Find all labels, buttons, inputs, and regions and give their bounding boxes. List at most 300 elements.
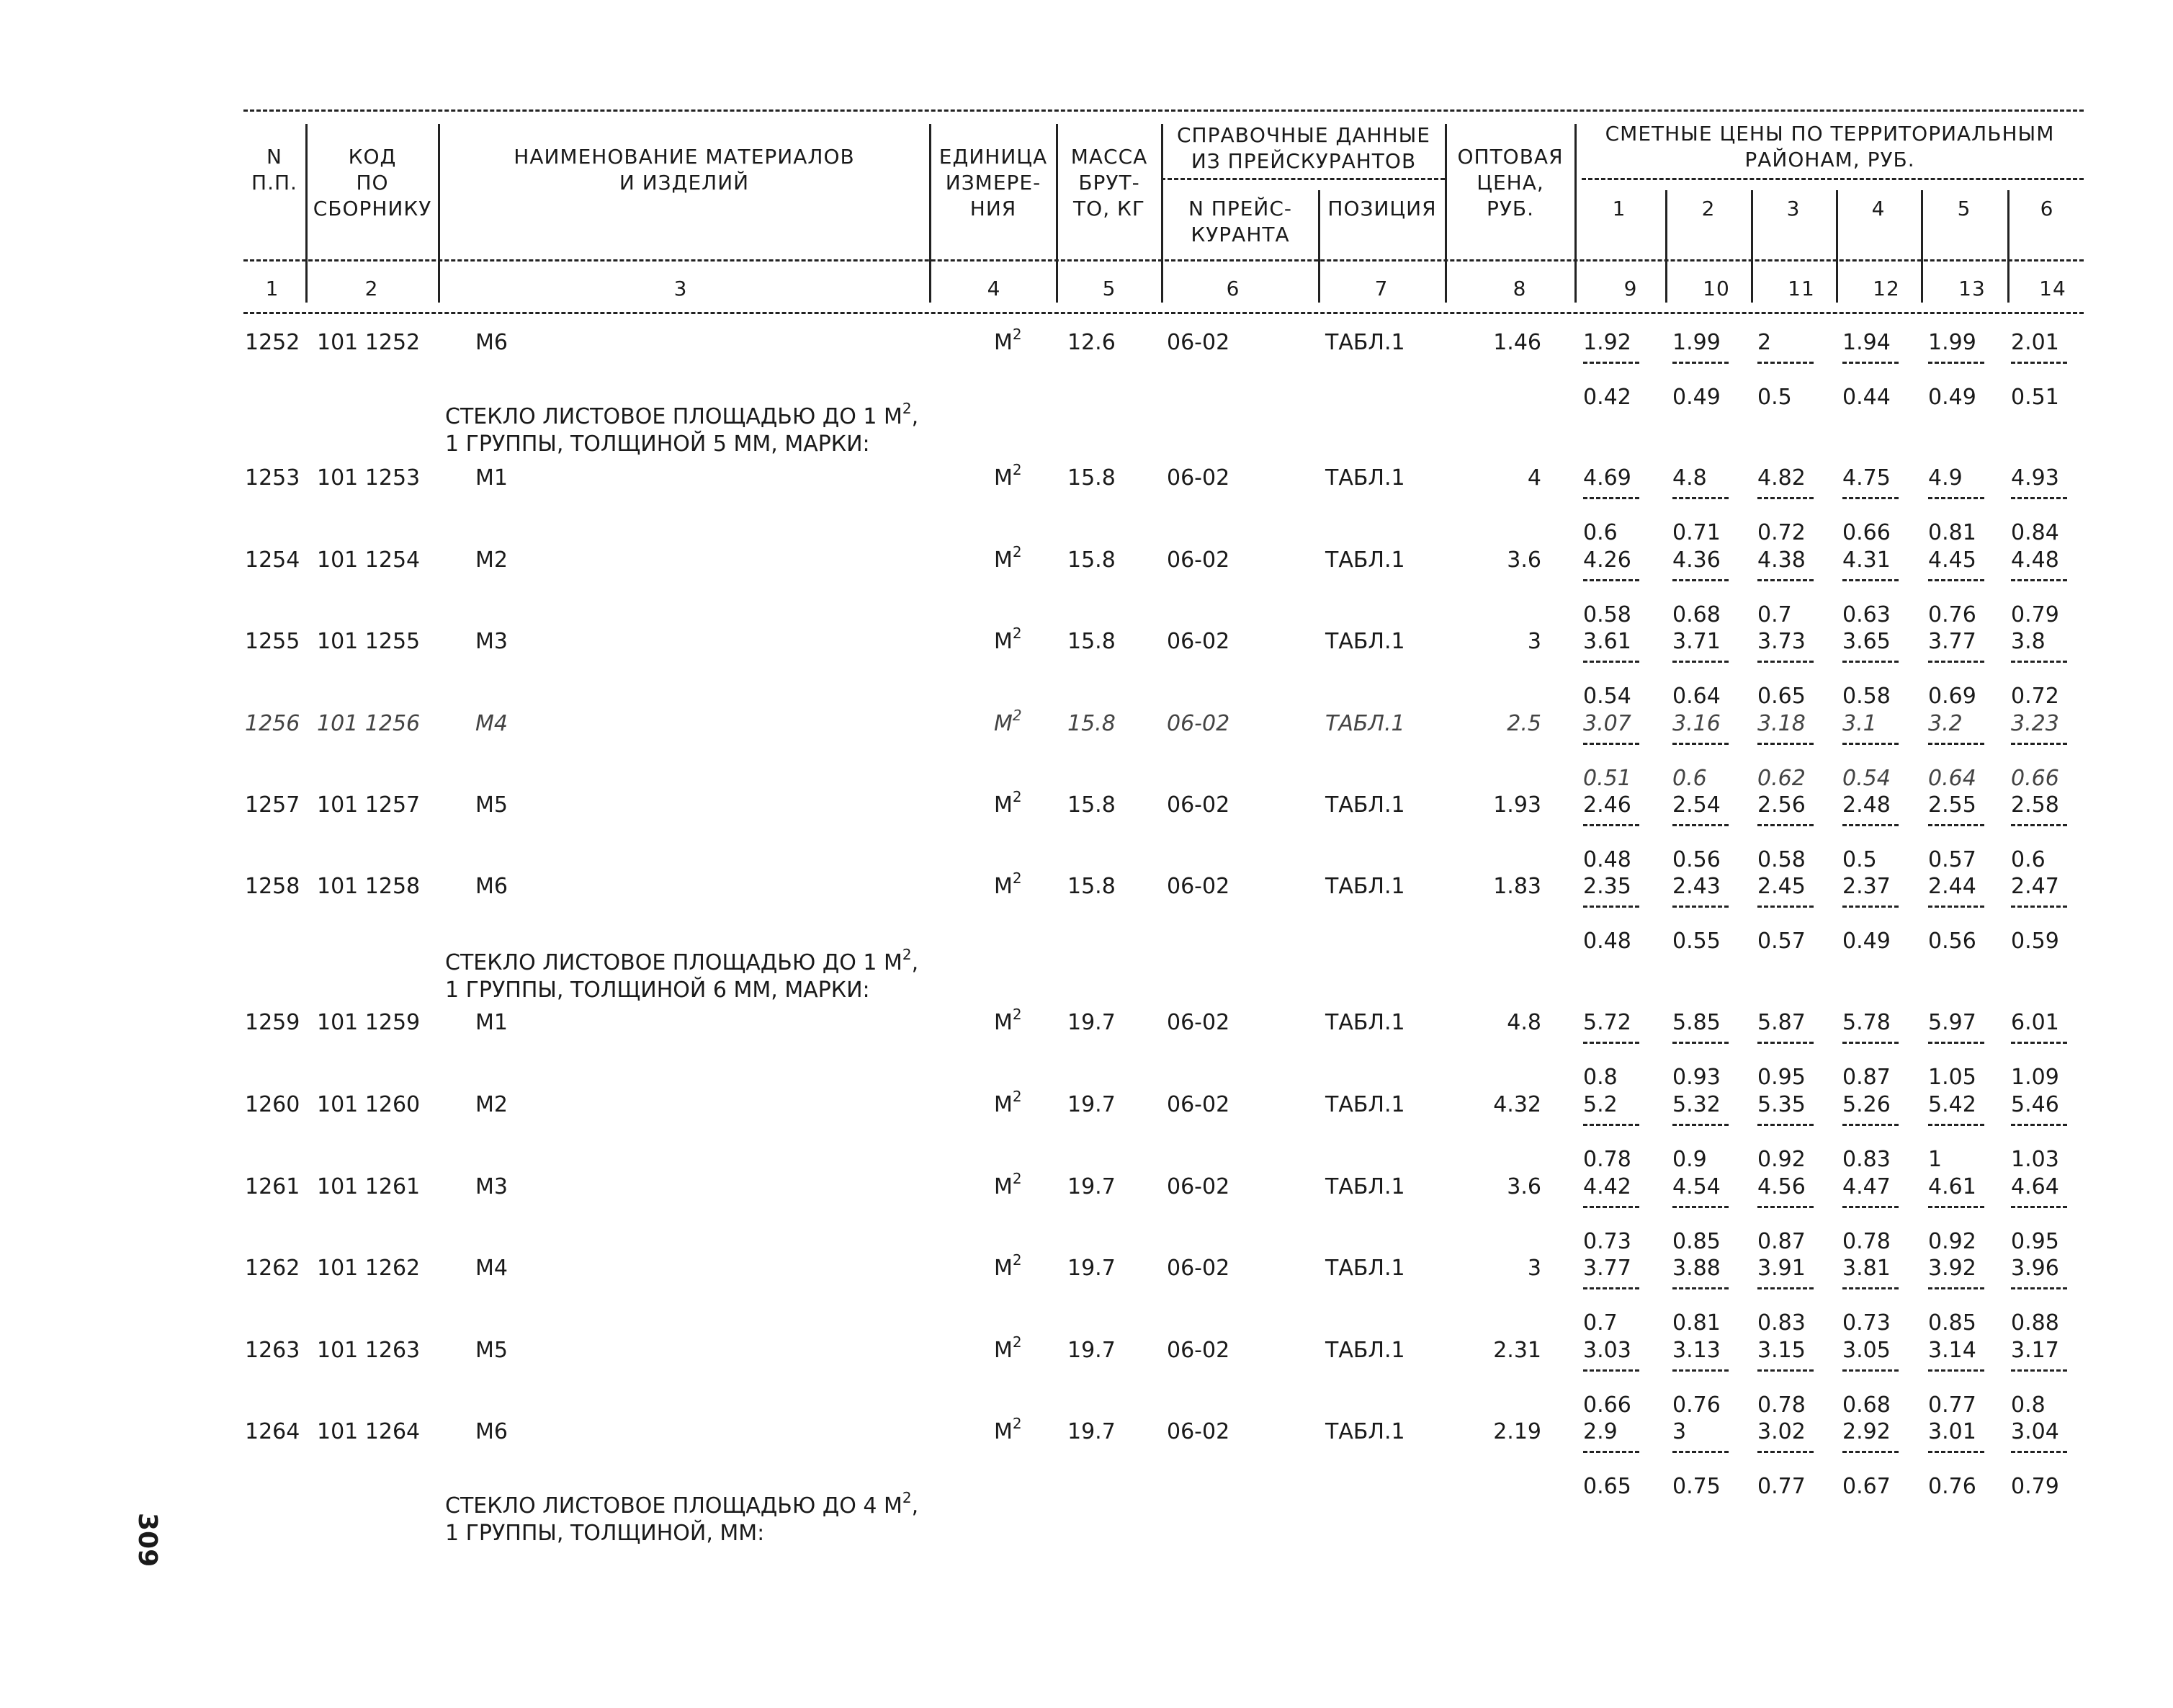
row-position: ТАБЛ.1	[1325, 1419, 1405, 1444]
region-price: 3.81	[1842, 1256, 1891, 1281]
row-code: 101 1261	[317, 1174, 421, 1199]
unit-superscript: 2	[1012, 1333, 1022, 1351]
row-wholesale-price: 2.31	[1493, 1338, 1541, 1363]
price-divider	[1757, 1369, 1814, 1372]
region-price: 3.61	[1583, 629, 1631, 654]
unit-superscript: 2	[1012, 707, 1022, 724]
row-pricelist: 06-02	[1167, 1338, 1230, 1363]
unit-superscript: 2	[1012, 1170, 1022, 1187]
price-divider	[1757, 362, 1814, 364]
unit-base: М	[994, 330, 1013, 355]
price-divider	[2011, 1369, 2067, 1372]
region-price: 3.71	[1672, 629, 1721, 654]
unit-base: М	[994, 1174, 1013, 1199]
region-sub-value: 0.59	[2011, 929, 2059, 954]
price-divider	[1842, 743, 1899, 745]
region-price: 3.8	[2011, 629, 2046, 654]
region-price: 5.35	[1757, 1092, 1806, 1117]
header-n: N П.П.	[251, 145, 297, 195]
region-sub-value: 0.67	[1842, 1474, 1891, 1499]
region-price: 2.43	[1672, 874, 1721, 899]
region-price: 3.04	[2011, 1419, 2059, 1444]
col-sep	[2007, 190, 2010, 303]
row-unit	[994, 869, 1022, 900]
header-mass: МАССА БРУТ- ТО, КГ	[1070, 145, 1148, 220]
region-price: 1.94	[1842, 330, 1891, 355]
region-price: 2.47	[2011, 874, 2059, 899]
price-divider	[2011, 824, 2067, 826]
region-sub-value: 0.71	[1672, 520, 1721, 545]
row-name: М5	[475, 1338, 508, 1363]
price-divider	[1583, 1042, 1639, 1044]
region-sub-value: 0.79	[2011, 1474, 2059, 1499]
region-price: 5.46	[2011, 1092, 2059, 1117]
region-sub-value: 0.6	[2011, 847, 2046, 872]
region-sub-value: 0.75	[1672, 1474, 1721, 1499]
region-sub-value: 0.92	[1757, 1147, 1806, 1172]
region-sub-value: 0.73	[1842, 1310, 1891, 1336]
region-sub-value: 0.79	[2011, 602, 2059, 627]
header-npreis: N ПРЕЙС- КУРАНТА	[1188, 197, 1293, 246]
price-divider	[1928, 906, 1984, 908]
price-divider	[1757, 1206, 1814, 1208]
row-pricelist: 06-02	[1167, 1174, 1230, 1199]
price-divider	[1757, 906, 1814, 908]
region-sub-value: 0.77	[1757, 1474, 1806, 1499]
region-header: 3	[1786, 197, 1801, 220]
region-price: 3.77	[1583, 1256, 1631, 1281]
price-divider	[2011, 1124, 2067, 1126]
region-price: 3.05	[1842, 1338, 1891, 1363]
column-number: 8	[1513, 277, 1527, 300]
row-position: ТАБЛ.1	[1325, 465, 1405, 491]
row-pricelist: 06-02	[1167, 711, 1230, 736]
header-top-rule	[243, 109, 2084, 112]
column-number: 7	[1374, 277, 1389, 300]
row-number: 1263	[245, 1338, 300, 1363]
row-pricelist: 06-02	[1167, 330, 1230, 355]
unit-base: М	[994, 1256, 1013, 1281]
region-price: 1.99	[1672, 330, 1721, 355]
row-number: 1258	[245, 874, 300, 899]
price-divider	[1842, 1287, 1899, 1289]
row-mass: 19.7	[1067, 1174, 1116, 1199]
price-divider	[1928, 362, 1984, 364]
price-divider	[1757, 1042, 1814, 1044]
region-sub-value: 0.87	[1842, 1065, 1891, 1090]
price-divider	[1928, 1451, 1984, 1453]
region-sub-value: 0.51	[1583, 766, 1631, 791]
row-number: 1253	[245, 465, 300, 491]
unit-superscript: 2	[1012, 1088, 1022, 1105]
region-sub-value: 0.63	[1842, 602, 1891, 627]
region-price: 2.46	[1583, 792, 1631, 818]
region-price: 4.69	[1583, 465, 1631, 491]
row-pricelist: 06-02	[1167, 874, 1230, 899]
region-price: 3.23	[2011, 711, 2059, 736]
unit-base: М	[994, 629, 1013, 654]
price-divider	[1757, 579, 1814, 581]
row-unit	[994, 707, 1022, 737]
unit-superscript: 2	[1012, 869, 1022, 887]
spr-sub-rule	[1161, 178, 1445, 180]
price-divider	[1583, 1206, 1639, 1208]
row-unit	[994, 1006, 1022, 1036]
region-sub-value: 0.48	[1583, 929, 1631, 954]
column-number: 5	[1102, 277, 1116, 300]
row-mass: 12.6	[1067, 330, 1116, 355]
price-divider	[1672, 497, 1729, 499]
price-divider	[1757, 1451, 1814, 1453]
price-divider	[1757, 824, 1814, 826]
row-wholesale-price: 3.6	[1507, 547, 1541, 573]
region-price: 2.54	[1672, 792, 1721, 818]
price-divider	[1842, 1042, 1899, 1044]
row-unit	[994, 326, 1022, 356]
region-sub-value: 0.49	[1672, 385, 1721, 410]
price-divider	[1928, 1042, 1984, 1044]
header-opt: ОПТОВАЯ ЦЕНА, РУБ.	[1457, 145, 1564, 220]
unit-superscript: 2	[1012, 461, 1022, 478]
unit-superscript: 2	[1012, 1251, 1022, 1269]
header-name: НАИМЕНОВАНИЕ МАТЕРИАЛОВ И ИЗДЕЛИЙ	[514, 145, 855, 195]
column-number: 10	[1703, 277, 1730, 300]
row-code: 101 1260	[317, 1092, 421, 1117]
region-sub-value: 0.84	[2011, 520, 2059, 545]
row-number: 1261	[245, 1174, 300, 1199]
region-sub-value: 1.03	[2011, 1147, 2059, 1172]
region-price: 4.8	[1672, 465, 1707, 491]
row-unit	[994, 625, 1022, 655]
price-divider	[1672, 1124, 1729, 1126]
row-unit	[994, 1333, 1022, 1364]
row-wholesale-price: 3.6	[1507, 1174, 1541, 1199]
row-position: ТАБЛ.1	[1325, 1092, 1405, 1117]
region-sub-value: 0.85	[1928, 1310, 1976, 1336]
unit-superscript: 2	[1012, 788, 1022, 805]
header-spr: СПРАВОЧНЫЕ ДАННЫЕ ИЗ ПРЕЙСКУРАНТОВ	[1177, 123, 1430, 173]
header-pos: ПОЗИЦИЯ	[1327, 197, 1437, 220]
row-name: М1	[475, 1010, 508, 1035]
region-price: 3.96	[2011, 1256, 2059, 1281]
row-unit	[994, 543, 1022, 573]
row-pricelist: 06-02	[1167, 629, 1230, 654]
region-price: 4.38	[1757, 547, 1806, 573]
region-price: 2.35	[1583, 874, 1631, 899]
unit-base: М	[994, 547, 1013, 573]
region-price: 2.55	[1928, 792, 1976, 818]
row-position: ТАБЛ.1	[1325, 874, 1405, 899]
region-sub-value: 0.83	[1842, 1147, 1891, 1172]
price-divider	[1583, 1287, 1639, 1289]
row-pricelist: 06-02	[1167, 792, 1230, 818]
price-divider	[1672, 906, 1729, 908]
region-header: 1	[1612, 197, 1626, 220]
price-divider	[1928, 1369, 1984, 1372]
row-number: 1257	[245, 792, 300, 818]
row-wholesale-price: 2.19	[1493, 1419, 1541, 1444]
price-divider	[1928, 743, 1984, 745]
price-divider	[1583, 824, 1639, 826]
price-divider	[1842, 661, 1899, 663]
price-divider	[1583, 1451, 1639, 1453]
row-wholesale-price: 4.32	[1493, 1092, 1541, 1117]
region-price: 5.97	[1928, 1010, 1976, 1035]
row-wholesale-price: 4	[1527, 465, 1541, 491]
row-pricelist: 06-02	[1167, 1256, 1230, 1281]
region-price: 2.37	[1842, 874, 1891, 899]
unit-base: М	[994, 711, 1013, 736]
col-sep	[1921, 190, 1923, 303]
region-price: 3.18	[1757, 711, 1806, 736]
region-sub-value: 0.42	[1583, 385, 1631, 410]
row-wholesale-price: 1.83	[1493, 874, 1541, 899]
row-mass: 15.8	[1067, 792, 1116, 818]
row-mass: 19.7	[1067, 1256, 1116, 1281]
price-divider	[1672, 362, 1729, 364]
row-name: М2	[475, 1092, 508, 1117]
row-unit	[994, 1170, 1022, 1200]
col-sep	[1665, 190, 1667, 303]
row-position: ТАБЛ.1	[1325, 1174, 1405, 1199]
region-header: 4	[1871, 197, 1886, 220]
row-mass: 19.7	[1067, 1010, 1116, 1035]
column-number: 13	[1958, 277, 1986, 300]
region-sub-value: 0.68	[1672, 602, 1721, 627]
price-divider	[1583, 579, 1639, 581]
row-number: 1262	[245, 1256, 300, 1281]
row-mass: 15.8	[1067, 465, 1116, 491]
price-divider	[2011, 1451, 2067, 1453]
region-sub-value: 0.83	[1757, 1310, 1806, 1336]
price-divider	[1672, 1451, 1729, 1453]
region-price: 3.1	[1842, 711, 1877, 736]
row-pricelist: 06-02	[1167, 1010, 1230, 1035]
row-mass: 15.8	[1067, 547, 1116, 573]
region-price: 5.2	[1583, 1092, 1618, 1117]
region-sub-value: 0.78	[1757, 1392, 1806, 1418]
region-sub-value: 0.55	[1672, 929, 1721, 954]
row-mass: 19.7	[1067, 1419, 1116, 1444]
region-price: 3.15	[1757, 1338, 1806, 1363]
row-wholesale-price: 3	[1527, 629, 1541, 654]
region-sub-value: 0.85	[1672, 1229, 1721, 1254]
region-sub-value: 0.6	[1583, 520, 1618, 545]
column-number: 11	[1788, 277, 1815, 300]
region-price: 2	[1757, 330, 1772, 355]
region-sub-value: 0.69	[1928, 684, 1976, 709]
region-sub-value: 0.7	[1757, 602, 1792, 627]
region-sub-value: 0.58	[1842, 684, 1891, 709]
row-unit	[994, 1415, 1022, 1445]
region-sub-value: 0.87	[1757, 1229, 1806, 1254]
column-number: 4	[987, 277, 1001, 300]
unit-superscript: 2	[1012, 326, 1022, 343]
region-sub-value: 0.81	[1928, 520, 1976, 545]
price-divider	[1928, 1287, 1984, 1289]
column-number: 1	[265, 277, 279, 300]
row-code: 101 1252	[317, 330, 421, 355]
region-sub-value: 0.78	[1583, 1147, 1631, 1172]
header-kod: КОД ПО СБОРНИКУ	[313, 145, 432, 220]
region-sub-value: 0.66	[1583, 1392, 1631, 1418]
row-pricelist: 06-02	[1167, 465, 1230, 491]
row-pricelist: 06-02	[1167, 1419, 1230, 1444]
price-divider	[1842, 906, 1899, 908]
price-divider	[2011, 661, 2067, 663]
region-sub-value: 0.7	[1583, 1310, 1618, 1336]
unit-superscript: 2	[1012, 625, 1022, 642]
region-price: 4.42	[1583, 1174, 1631, 1199]
region-sub-value: 0.72	[1757, 520, 1806, 545]
group-title-6mm: СТЕКЛО ЛИСТОВОЕ ПЛОЩАДЬЮ ДО 1 $М^2$, 1 ГРУППЫ, ТОЛЩИНОЙ 6 ММ, МАРКИ:	[445, 946, 919, 1003]
price-divider	[1583, 661, 1639, 663]
unit-base: М	[994, 874, 1013, 899]
region-price: 4.64	[2011, 1174, 2059, 1199]
row-code: 101 1254	[317, 547, 421, 573]
price-divider	[1842, 362, 1899, 364]
row-name: М1	[475, 465, 508, 491]
col-sep	[1836, 190, 1838, 303]
price-divider	[1842, 579, 1899, 581]
price-divider	[1672, 743, 1729, 745]
column-number: 14	[2039, 277, 2066, 300]
row-wholesale-price: 4.8	[1507, 1010, 1541, 1035]
row-name: М4	[475, 1256, 508, 1281]
row-position: ТАБЛ.1	[1325, 1338, 1405, 1363]
unit-superscript: 2	[1012, 543, 1022, 560]
unit-base: М	[994, 792, 1013, 818]
price-divider	[1672, 661, 1729, 663]
row-number: 1254	[245, 547, 300, 573]
row-mass: 15.8	[1067, 629, 1116, 654]
row-name: М4	[475, 711, 508, 736]
region-sub-value: 0.78	[1842, 1229, 1891, 1254]
region-sub-value: 0.5	[1842, 847, 1877, 872]
row-name: М6	[475, 1419, 508, 1444]
region-price: 4.54	[1672, 1174, 1721, 1199]
price-divider	[1928, 1206, 1984, 1208]
price-divider	[1928, 497, 1984, 499]
row-number: 1252	[245, 330, 300, 355]
header-unit: ЕДИНИЦА ИЗМЕРЕ- НИЯ	[938, 145, 1048, 220]
row-code: 101 1255	[317, 629, 421, 654]
row-number: 1264	[245, 1419, 300, 1444]
region-sub-value: 0.58	[1583, 602, 1631, 627]
row-position: ТАБЛ.1	[1325, 711, 1405, 736]
region-header: 2	[1701, 197, 1716, 220]
unit-superscript: 2	[1012, 1006, 1022, 1023]
region-price: 2.92	[1842, 1419, 1891, 1444]
unit-base: М	[994, 465, 1013, 491]
page-number: 309	[133, 1513, 162, 1568]
region-sub-value: 0.76	[1928, 1474, 1976, 1499]
region-price: 3	[1672, 1419, 1687, 1444]
row-code: 101 1253	[317, 465, 421, 491]
region-price: 4.36	[1672, 547, 1721, 573]
header-mid-rule	[243, 259, 2084, 261]
price-divider	[1842, 1451, 1899, 1453]
region-sub-value: 0.54	[1842, 766, 1891, 791]
price-divider	[1757, 1124, 1814, 1126]
region-sub-value: 0.54	[1583, 684, 1631, 709]
region-sub-value: 0.9	[1672, 1147, 1707, 1172]
row-name: М2	[475, 547, 508, 573]
row-wholesale-price: 1.46	[1493, 330, 1541, 355]
region-price: 3.13	[1672, 1338, 1721, 1363]
column-number: 2	[364, 277, 379, 300]
region-price: 4.56	[1757, 1174, 1806, 1199]
region-sub-value: 1.09	[2011, 1065, 2059, 1090]
region-sub-value: 0.49	[1928, 385, 1976, 410]
region-sub-value: 0.66	[2011, 766, 2059, 791]
region-price: 3.16	[1672, 711, 1721, 736]
unit-base: М	[994, 1338, 1013, 1363]
region-sub-value: 0.65	[1757, 684, 1806, 709]
region-price: 4.82	[1757, 465, 1806, 491]
region-sub-value: 0.44	[1842, 385, 1891, 410]
price-divider	[1672, 824, 1729, 826]
region-price: 4.75	[1842, 465, 1891, 491]
price-divider	[1757, 661, 1814, 663]
unit-base: М	[994, 1010, 1013, 1035]
region-price: 5.87	[1757, 1010, 1806, 1035]
region-sub-value: 0.76	[1928, 602, 1976, 627]
region-sub-value: 0.57	[1928, 847, 1976, 872]
region-price: 3.01	[1928, 1419, 1976, 1444]
price-divider	[1928, 1124, 1984, 1126]
row-name: М3	[475, 1174, 508, 1199]
region-price: 4.9	[1928, 465, 1963, 491]
region-price: 1.92	[1583, 330, 1631, 355]
price-divider	[1842, 1124, 1899, 1126]
row-name: М6	[475, 874, 508, 899]
region-sub-value: 0.88	[2011, 1310, 2059, 1336]
region-price: 4.93	[2011, 465, 2059, 491]
row-wholesale-price: 1.93	[1493, 792, 1541, 818]
region-sub-value: 0.77	[1928, 1392, 1976, 1418]
region-sub-value: 0.92	[1928, 1229, 1976, 1254]
price-divider	[1583, 1369, 1639, 1372]
price-divider	[1842, 1206, 1899, 1208]
row-code: 101 1262	[317, 1256, 421, 1281]
region-sub-value: 0.76	[1672, 1392, 1721, 1418]
region-sub-value: 0.56	[1672, 847, 1721, 872]
price-divider	[1583, 497, 1639, 499]
region-price: 4.48	[2011, 547, 2059, 573]
unit-superscript: 2	[1012, 1415, 1022, 1432]
region-price: 3.91	[1757, 1256, 1806, 1281]
col-sep	[1751, 190, 1753, 303]
group-title-4m2: СТЕКЛО ЛИСТОВОЕ ПЛОЩАДЬЮ ДО 4 $М^2$, 1 ГРУППЫ, ТОЛЩИНОЙ, ММ:	[445, 1489, 919, 1546]
row-position: ТАБЛ.1	[1325, 547, 1405, 573]
row-name: М3	[475, 629, 508, 654]
row-position: ТАБЛ.1	[1325, 330, 1405, 355]
row-pricelist: 06-02	[1167, 1092, 1230, 1117]
region-price: 3.17	[2011, 1338, 2059, 1363]
row-position: ТАБЛ.1	[1325, 1010, 1405, 1035]
region-sub-value: 0.56	[1928, 929, 1976, 954]
region-price: 5.42	[1928, 1092, 1976, 1117]
row-name: М5	[475, 792, 508, 818]
price-divider	[1583, 1124, 1639, 1126]
region-sub-value: 0.95	[2011, 1229, 2059, 1254]
row-position: ТАБЛ.1	[1325, 1256, 1405, 1281]
price-divider	[2011, 906, 2067, 908]
price-divider	[2011, 497, 2067, 499]
region-sub-value: 0.62	[1757, 766, 1806, 791]
price-divider	[2011, 743, 2067, 745]
